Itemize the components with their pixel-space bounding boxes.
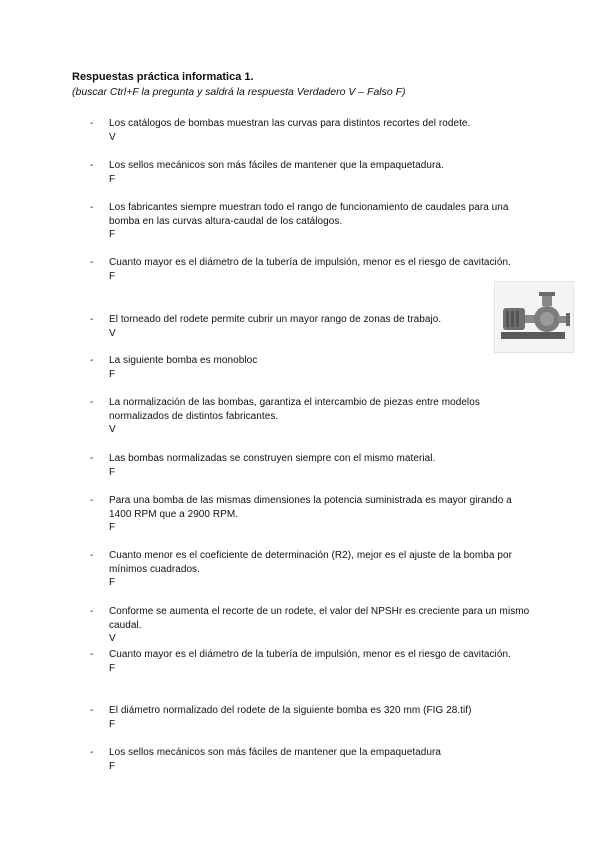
- answer-text: V: [109, 131, 116, 143]
- question-text: Los sellos mecánicos son más fáciles de mantener que la empaquetadura: [109, 747, 441, 758]
- pump-illustration: [495, 282, 573, 352]
- pump-image: [494, 281, 574, 353]
- answer-text: F: [109, 662, 116, 674]
- list-item: [90, 549, 530, 590]
- list-item: [90, 452, 530, 479]
- list-item: [90, 117, 530, 144]
- bullet-dash: -: [90, 550, 94, 561]
- list-item: [90, 354, 530, 381]
- answer-text: V: [109, 633, 116, 644]
- question-text: Conforme se aumenta el recorte de un rodete, el valor del NPSHr es creciente para un mismo caudal.: [109, 606, 530, 631]
- bullet-dash: -: [90, 397, 94, 408]
- answer-text: F: [109, 718, 116, 730]
- bullet-dash: -: [90, 202, 94, 213]
- list-item: [90, 313, 530, 340]
- question-text: Cuanto mayor es el diámetro de la tubería de impulsión, menor es el riesgo de cavitación.: [109, 257, 511, 268]
- bullet-dash: -: [90, 160, 94, 171]
- bullet-dash: -: [90, 257, 94, 268]
- answer-text: F: [109, 173, 116, 185]
- answer-text: F: [109, 229, 116, 240]
- list-item: [90, 746, 530, 773]
- question-text: Las bombas normalizadas se construyen siempre con el mismo material.: [109, 453, 436, 464]
- bullet-dash: -: [90, 314, 94, 325]
- answer-text: V: [109, 424, 116, 435]
- question-text: Cuanto mayor es el diámetro de la tubería de impulsión, menor es el riesgo de cavitación.: [109, 649, 511, 660]
- question-text: La siguiente bomba es monobloc: [109, 355, 258, 366]
- answer-text: F: [109, 577, 116, 588]
- bullet-dash: -: [90, 453, 94, 464]
- question-text: El diámetro normalizado del rodete de la siguiente bomba es 320 mm (FIG 28.tif): [109, 705, 472, 716]
- bullet-dash: -: [90, 649, 94, 660]
- list-item: [90, 201, 530, 242]
- bullet-dash: -: [90, 495, 94, 506]
- list-item: [90, 494, 530, 535]
- document-title: Respuestas práctica informatica 1.: [72, 71, 254, 83]
- answer-text: F: [109, 522, 116, 533]
- list-item: [90, 159, 530, 186]
- bullet-dash: -: [90, 747, 94, 758]
- list-item: [90, 256, 530, 283]
- question-text: Los fabricantes siempre muestran todo el rango de funcionamiento de caudales para una bomba en las curvas altura-caudal de los catálogos.: [109, 202, 509, 227]
- question-text: Cuanto menor es el coeficiente de determinación (R2), mejor es el ajuste de la bomba por mínimos cuadrados.: [109, 550, 512, 575]
- question-text: El torneado del rodete permite cubrir un mayor rango de zonas de trabajo.: [109, 314, 442, 325]
- answer-text: F: [109, 368, 116, 380]
- list-item: [90, 605, 530, 646]
- bullet-dash: -: [90, 606, 94, 617]
- question-text: Para una bomba de las mismas dimensiones la potencia suministrada es mayor girando a 1400 RPM que a 2900 RPM.: [109, 495, 512, 520]
- question-text: Los sellos mecánicos son más fáciles de mantener que la empaquetadura.: [109, 160, 444, 171]
- question-text: La normalización de las bombas, garantiza el intercambio de piezas entre modelos normalizados de distintos fabricantes.: [109, 397, 480, 422]
- bullet-dash: -: [90, 705, 94, 716]
- list-item: [90, 396, 530, 437]
- bullet-dash: -: [90, 118, 94, 129]
- bullet-dash: -: [90, 355, 94, 366]
- list-item: [90, 704, 530, 731]
- list-item: [90, 648, 530, 675]
- answer-text: F: [109, 760, 116, 772]
- answer-text: V: [109, 327, 116, 339]
- answer-text: F: [109, 270, 116, 282]
- answer-text: F: [109, 466, 116, 478]
- question-text: Los catálogos de bombas muestran las curvas para distintos recortes del rodete.: [109, 118, 471, 129]
- document-subtitle: (buscar Ctrl+F la pregunta y saldrá la respuesta Verdadero V – Falso F): [72, 86, 406, 98]
